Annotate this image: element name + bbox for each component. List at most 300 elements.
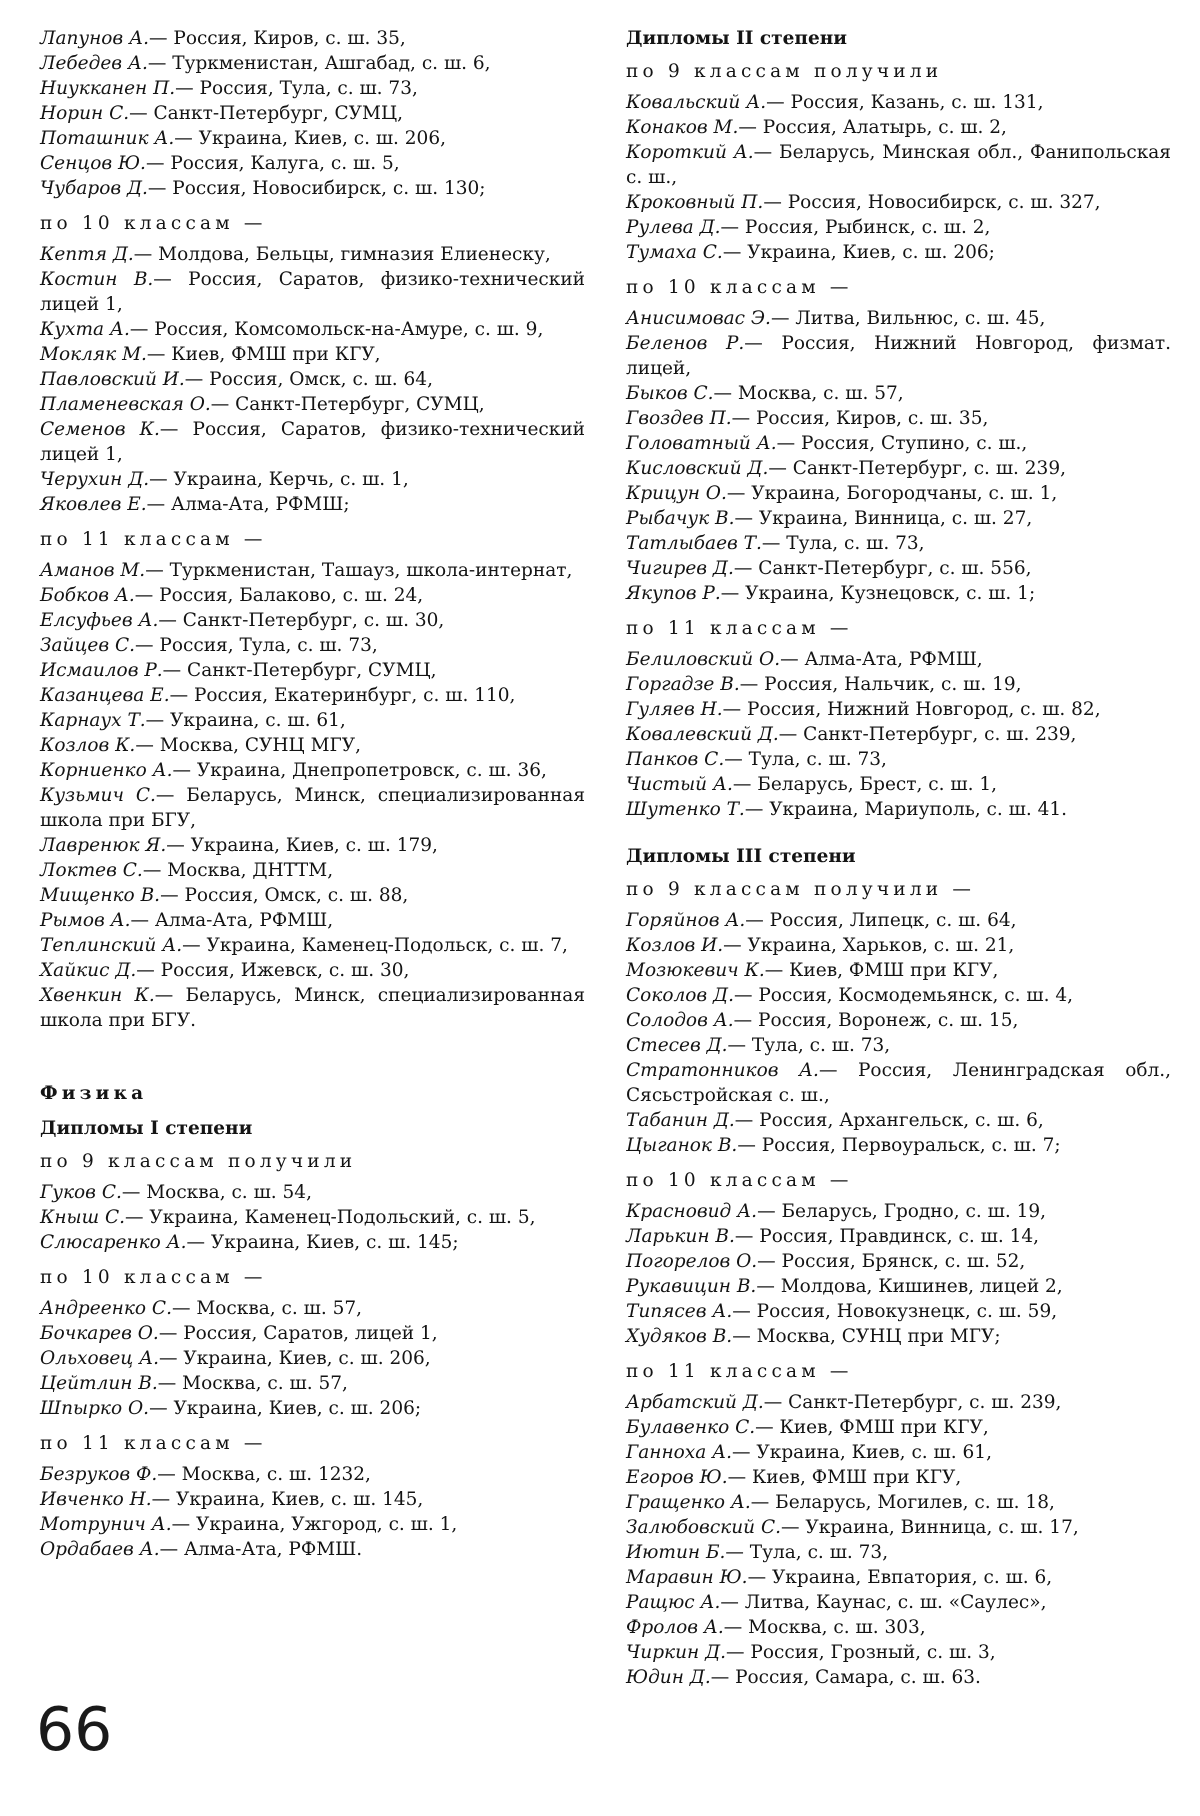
grade-subheading: по 11 классам — xyxy=(40,529,267,550)
winner-entry xyxy=(626,1108,1171,1133)
winner-affiliation: — Санкт-Петербург, с. ш. 30, xyxy=(158,610,445,631)
winner-name: Корниенко А. xyxy=(40,760,173,781)
winner-entry xyxy=(40,933,585,958)
winner-name: Поташник А. xyxy=(40,128,175,149)
winner-name: Бочкарев О. xyxy=(40,1323,159,1344)
winner-entry xyxy=(40,1230,585,1255)
grade-subheading: по 11 классам — xyxy=(626,1361,853,1382)
winner-affiliation: — Санкт-Петербург, с. ш. 239, xyxy=(768,458,1066,479)
winner-entry xyxy=(626,1440,1171,1465)
winner-affiliation: — Россия, Правдинск, с. ш. 14, xyxy=(734,1226,1040,1247)
winner-entry xyxy=(626,381,1171,406)
winner-entry xyxy=(40,958,585,983)
winner-name: Мотрунич А. xyxy=(40,1514,172,1535)
winner-name: Арбатский Д. xyxy=(626,1392,764,1413)
winner-affiliation: — Украина, Кузнецовск, с. ш. 1; xyxy=(720,583,1036,604)
diploma-title: Дипломы I степени xyxy=(40,1118,253,1139)
winner-name: Залюбовский С. xyxy=(626,1517,781,1538)
winner-entry xyxy=(40,658,585,683)
winner-name: Горяйнов А. xyxy=(626,910,746,931)
winner-affiliation: — Украина, Днепропетровск, с. ш. 36, xyxy=(172,760,547,781)
winner-name: Табанин Д. xyxy=(626,1110,735,1131)
winner-entry xyxy=(626,983,1171,1008)
winner-affiliation: — Литва, Каунас, с. ш. «Саулес», xyxy=(720,1592,1047,1613)
winner-name: Шпырко О. xyxy=(40,1398,150,1419)
winner-affiliation: — Россия, Липецк, с. ш. 64, xyxy=(745,910,1017,931)
page-number: 66 xyxy=(36,1695,113,1765)
winner-entry xyxy=(626,306,1171,331)
winner-name: Красновид А. xyxy=(626,1201,758,1222)
winner-name: Конаков М. xyxy=(626,117,739,138)
winner-affiliation: — Туркменистан, Ашгабад, с. ш. 6, xyxy=(147,53,491,74)
winner-affiliation: — Украина, Мариуполь, с. ш. 41. xyxy=(744,799,1068,820)
winner-entry xyxy=(626,1590,1171,1615)
winner-affiliation: — Россия, Балаково, с. ш. 24, xyxy=(134,585,424,606)
winner-entry xyxy=(40,858,585,883)
winner-name: Лавренюк Я. xyxy=(40,835,167,856)
winner-name: Крицун О. xyxy=(626,483,727,504)
winner-entry xyxy=(40,367,585,392)
winner-name: Солодов А. xyxy=(626,1010,734,1031)
winner-affiliation: — Москва, с. ш. 54, xyxy=(121,1182,312,1203)
winner-entry xyxy=(40,1462,585,1487)
winner-name: Чистый А. xyxy=(626,774,733,795)
winner-entry xyxy=(40,392,585,417)
diploma3-winners-list xyxy=(626,877,1171,1690)
winner-affiliation: — Россия, Новосибирск, с. ш. 327, xyxy=(763,192,1101,213)
winner-entry xyxy=(626,1465,1171,1490)
grade-subheading: по 9 классам получили xyxy=(626,61,943,82)
winner-affiliation: — Украина, Винница, с. ш. 27, xyxy=(734,508,1033,529)
winner-entry xyxy=(626,1199,1171,1224)
winner-entry xyxy=(40,908,585,933)
winner-entry xyxy=(40,467,585,492)
winner-affiliation: — Россия, Омск, с. ш. 64, xyxy=(184,369,433,390)
winner-entry xyxy=(40,983,585,1033)
winner-name: Рулева Д. xyxy=(626,217,721,238)
winner-name: Пламеневская О. xyxy=(40,394,211,415)
winner-entry xyxy=(626,1565,1171,1590)
winner-name: Короткий А. xyxy=(626,142,754,163)
winner-entry xyxy=(626,331,1171,381)
winner-entry xyxy=(40,1512,585,1537)
winner-entry xyxy=(626,1299,1171,1324)
grade-subheading: по 9 классам получили xyxy=(40,1151,357,1172)
winner-name: Белиловский О. xyxy=(626,649,781,670)
winner-affiliation: — Украина, Ужгород, с. ш. 1, xyxy=(171,1514,458,1535)
winner-name: Ковальский А. xyxy=(626,92,767,113)
winner-name: Безруков Ф. xyxy=(40,1464,158,1485)
winner-affiliation: — Россия, Калуга, с. ш. 5, xyxy=(145,153,400,174)
winner-affiliation: — Санкт-Петербург, СУМЦ, xyxy=(129,103,403,124)
winner-name: Козлов И. xyxy=(626,935,724,956)
winner-affiliation: — Санкт-Петербург, СУМЦ, xyxy=(210,394,485,415)
winner-entry xyxy=(40,1371,585,1396)
winner-name: Юдин Д. xyxy=(626,1667,711,1688)
winner-affiliation: — Украина, Киев, с. ш. 206, xyxy=(159,1348,431,1369)
winner-affiliation: — Россия, Грозный, с. ш. 3, xyxy=(726,1642,996,1663)
winner-name: Слюсаренко А. xyxy=(40,1232,187,1253)
winner-name: Козлов К. xyxy=(40,735,136,756)
winner-name: Кухта А. xyxy=(40,319,130,340)
winner-affiliation: — Россия, Алатырь, с. ш. 2, xyxy=(738,117,1007,138)
right-column xyxy=(626,26,1171,1690)
winner-affiliation: — Беларусь, Могилев, с. ш. 18, xyxy=(750,1492,1055,1513)
winner-affiliation: — Алма-Ата, РФМШ; xyxy=(146,494,350,515)
winner-name: Ларькин В. xyxy=(626,1226,735,1247)
winner-name: Ольховец А. xyxy=(40,1348,159,1369)
winner-entry xyxy=(626,1249,1171,1274)
winner-name: Локтев С. xyxy=(40,860,143,881)
winner-entry xyxy=(626,215,1171,240)
winner-name: Анисимовас Э. xyxy=(626,308,771,329)
winner-entry xyxy=(40,51,585,76)
winner-name: Кузьмич С. xyxy=(40,785,156,806)
winner-affiliation: — Украина, Киев, с. ш. 145; xyxy=(186,1232,459,1253)
winner-entry xyxy=(626,747,1171,772)
winner-affiliation: — Россия, Киров, с. ш. 35, xyxy=(148,28,406,49)
winner-entry xyxy=(626,1324,1171,1349)
winner-entry xyxy=(626,1415,1171,1440)
winner-name: Рукавицин В. xyxy=(626,1276,757,1297)
winner-entry xyxy=(626,140,1171,190)
winner-name: Цыганок В. xyxy=(626,1135,738,1156)
winner-entry xyxy=(40,608,585,633)
winner-entry xyxy=(40,101,585,126)
winner-entry xyxy=(626,1540,1171,1565)
winner-name: Кроковный П. xyxy=(626,192,764,213)
winner-affiliation: — Украина, Харьков, с. ш. 21, xyxy=(723,935,1015,956)
grade-subheading: по 9 классам получили — xyxy=(626,879,976,900)
winner-name: Фролов А. xyxy=(626,1617,724,1638)
winner-entry xyxy=(626,506,1171,531)
winner-name: Гращенко А. xyxy=(626,1492,751,1513)
winner-affiliation: — Москва, СУНЦ при МГУ; xyxy=(732,1326,1001,1347)
winner-name: Чубаров Д. xyxy=(40,178,148,199)
winner-name: Яковлев Е. xyxy=(40,494,147,515)
winner-entry xyxy=(626,1058,1171,1108)
winner-affiliation: — Украина, с. ш. 61, xyxy=(145,710,346,731)
winner-affiliation: — Россия, Архангельск, с. ш. 6, xyxy=(734,1110,1044,1131)
winner-name: Худяков В. xyxy=(626,1326,733,1347)
winner-name: Маравин Ю. xyxy=(626,1567,748,1588)
left-column xyxy=(40,26,585,1562)
winner-affiliation: — Россия, Комсомольск-на-Амуре, с. ш. 9, xyxy=(129,319,544,340)
winner-entry xyxy=(626,240,1171,265)
winner-name: Норин С. xyxy=(40,103,130,124)
winner-affiliation: — Молдова, Бельцы, гимназия Елиенеску, xyxy=(133,244,551,265)
winner-affiliation: — Беларусь, Минск, специализированная школа при БГУ. xyxy=(40,985,585,1031)
winner-affiliation: — Украина, Киев, с. ш. 206; xyxy=(722,242,995,263)
winner-affiliation: — Беларусь, Минская обл., Фанипольская с. ш., xyxy=(626,142,1171,188)
winner-affiliation: — Беларусь, Гродно, с. ш. 19, xyxy=(757,1201,1047,1222)
winner-affiliation: — Россия, Саратов, лицей 1, xyxy=(158,1323,438,1344)
diploma-title: Дипломы II степени xyxy=(626,28,847,49)
winner-entry xyxy=(40,126,585,151)
winner-entry xyxy=(626,722,1171,747)
winner-name: Ивченко Н. xyxy=(40,1489,152,1510)
winner-entry xyxy=(40,883,585,908)
winner-affiliation: — Украина, Киев, с. ш. 61, xyxy=(732,1442,992,1463)
winner-entry xyxy=(40,26,585,51)
winner-entry xyxy=(40,1537,585,1562)
winner-affiliation: — Россия, Самара, с. ш. 63. xyxy=(710,1667,981,1688)
winner-affiliation: — Киев, ФМШ при КГУ, xyxy=(764,960,999,981)
winner-name: Исмаилов Р. xyxy=(40,660,163,681)
winner-affiliation: — Москва, с. ш. 57, xyxy=(171,1298,363,1319)
winner-affiliation: — Россия, Первоуральск, с. ш. 7; xyxy=(737,1135,1061,1156)
winner-entry xyxy=(626,1665,1171,1690)
winner-affiliation: — Москва, с. ш. 303, xyxy=(723,1617,926,1638)
winner-entry xyxy=(40,683,585,708)
winner-affiliation: — Туркменистан, Ташауз, школа-интернат, xyxy=(145,560,573,581)
winner-name: Якупов Р. xyxy=(626,583,721,604)
winner-name: Мокляк М. xyxy=(40,344,147,365)
winner-name: Елсуфьев А. xyxy=(40,610,159,631)
winner-name: Иютин Б. xyxy=(626,1542,726,1563)
winner-entry xyxy=(626,431,1171,456)
winner-name: Мозюкевич К. xyxy=(626,960,765,981)
winner-name: Ганноха А. xyxy=(626,1442,733,1463)
winner-entry xyxy=(626,697,1171,722)
winner-name: Хайкис Д. xyxy=(40,960,137,981)
grade-subheading: по 10 классам — xyxy=(40,1267,267,1288)
winner-affiliation: — Алма-Ата, РФМШ. xyxy=(159,1539,363,1560)
winner-affiliation: — Москва, с. ш. 57, xyxy=(157,1373,348,1394)
winner-name: Лапунов А. xyxy=(40,28,149,49)
winner-entry xyxy=(40,1205,585,1230)
winner-name: Кныш С. xyxy=(40,1207,126,1228)
winner-affiliation: — Киев, ФМШ при КГУ, xyxy=(146,344,381,365)
winner-name: Татлыбаев Т. xyxy=(626,533,762,554)
winner-name: Рыбачук В. xyxy=(626,508,735,529)
winner-name: Хвенкин К. xyxy=(40,985,155,1006)
winner-affiliation: — Россия, Омск, с. ш. 88, xyxy=(160,885,409,906)
winner-entry xyxy=(40,242,585,267)
winner-entry xyxy=(40,76,585,101)
winner-entry xyxy=(40,176,585,201)
winner-affiliation: — Украина, Евпатория, с. ш. 6, xyxy=(747,1567,1053,1588)
winner-name: Головатный А. xyxy=(626,433,777,454)
grade-subheading: по 10 классам — xyxy=(626,1170,853,1191)
winner-entry xyxy=(40,708,585,733)
winner-affiliation: — Киев, ФМШ при КГУ, xyxy=(727,1467,962,1488)
winner-affiliation: — Россия, Киров, с. ш. 35, xyxy=(731,408,989,429)
winner-affiliation: — Россия, Воронеж, с. ш. 15, xyxy=(733,1010,1019,1031)
winner-affiliation: — Россия, Ижевск, с. ш. 30, xyxy=(136,960,410,981)
winner-entry xyxy=(626,581,1171,606)
winner-entry xyxy=(626,1640,1171,1665)
winner-entry xyxy=(626,1274,1171,1299)
winner-affiliation: — Киев, ФМШ при КГУ, xyxy=(755,1417,989,1438)
winner-name: Стесев Д. xyxy=(626,1035,728,1056)
winner-affiliation: — Украина, Киев, с. ш. 179, xyxy=(166,835,438,856)
winner-entry xyxy=(40,417,585,467)
winner-name: Гуков С. xyxy=(40,1182,122,1203)
winner-name: Соколов Д. xyxy=(626,985,734,1006)
winner-entry xyxy=(626,1008,1171,1033)
winner-entry xyxy=(626,797,1171,822)
winner-entry xyxy=(626,1033,1171,1058)
winner-name: Гвоздев П. xyxy=(626,408,732,429)
winner-affiliation: — Москва, с. ш. 57, xyxy=(713,383,904,404)
winner-entry xyxy=(40,733,585,758)
winner-entry xyxy=(40,151,585,176)
winner-name: Шутенко Т. xyxy=(626,799,745,820)
winner-entry xyxy=(626,190,1171,215)
winner-entry xyxy=(626,1490,1171,1515)
winner-entry xyxy=(40,1487,585,1512)
winner-entry xyxy=(626,90,1171,115)
winner-entry xyxy=(626,1133,1171,1158)
grade-subheading: по 11 классам — xyxy=(626,618,853,639)
winner-entry xyxy=(40,758,585,783)
winner-entry xyxy=(626,481,1171,506)
winner-entry xyxy=(40,1180,585,1205)
winner-entry xyxy=(40,342,585,367)
winner-name: Зайцев С. xyxy=(40,635,136,656)
winner-name: Ращюс А. xyxy=(626,1592,721,1613)
winner-name: Панков С. xyxy=(626,749,725,770)
winner-name: Гуляев Н. xyxy=(626,699,723,720)
winner-entry xyxy=(40,317,585,342)
winner-name: Погорелов О. xyxy=(626,1251,758,1272)
winner-name: Мищенко В. xyxy=(40,885,161,906)
grade-subheading: по 10 классам — xyxy=(40,213,267,234)
diploma2-winners-list xyxy=(626,59,1171,822)
winner-affiliation: — Москва, ДНТТМ, xyxy=(142,860,334,881)
winner-affiliation: — Алма-Ата, РФМШ, xyxy=(780,649,983,670)
winner-entry xyxy=(626,556,1171,581)
winner-affiliation: — Россия, Ленинградская обл., Сясьстройская с. ш., xyxy=(626,1060,1172,1106)
winner-entry xyxy=(40,492,585,517)
winner-entry xyxy=(40,833,585,858)
winner-affiliation: — Россия, Тула, с. ш. 73, xyxy=(135,635,378,656)
winner-entry xyxy=(40,1321,585,1346)
winner-name: Стратонников А. xyxy=(626,1060,819,1081)
winner-affiliation: — Санкт-Петербург, с. ш. 556, xyxy=(733,558,1032,579)
winner-affiliation: — Россия, Нижний Новгород, с. ш. 82, xyxy=(722,699,1101,720)
winner-affiliation: — Тула, с. ш. 73, xyxy=(725,1542,889,1563)
winner-name: Бобков А. xyxy=(40,585,135,606)
winner-name: Рымов А. xyxy=(40,910,131,931)
winner-entry xyxy=(626,115,1171,140)
winner-affiliation: — Россия, Тула, с. ш. 73, xyxy=(175,78,418,99)
winner-affiliation: — Россия, Саратов, физико-технический лицей 1, xyxy=(40,419,586,465)
winner-name: Чигирев Д. xyxy=(626,558,734,579)
winner-affiliation: — Тула, с. ш. 73, xyxy=(761,533,925,554)
winner-entry xyxy=(626,647,1171,672)
winner-name: Быков С. xyxy=(626,383,714,404)
winner-affiliation: — Москва, СУНЦ МГУ, xyxy=(135,735,362,756)
winner-entry xyxy=(626,772,1171,797)
winners-list xyxy=(40,26,585,1033)
winner-entry xyxy=(40,1296,585,1321)
winner-affiliation: — Россия, Екатеринбург, с. ш. 110, xyxy=(169,685,516,706)
winner-entry xyxy=(626,672,1171,697)
winner-entry xyxy=(40,558,585,583)
winner-entry xyxy=(40,783,585,833)
winner-name: Типясев А. xyxy=(626,1301,733,1322)
winner-affiliation: — Украина, Керчь, с. ш. 1, xyxy=(149,469,409,490)
winner-name: Ордабаев А. xyxy=(40,1539,160,1560)
winner-entry xyxy=(626,958,1171,983)
winner-name: Черухин Д. xyxy=(40,469,150,490)
winner-name: Кептя Д. xyxy=(40,244,134,265)
winner-entry xyxy=(40,633,585,658)
winner-affiliation: — Беларусь, Брест, с. ш. 1, xyxy=(732,774,997,795)
winner-entry xyxy=(40,1346,585,1371)
winner-name: Цейтлин В. xyxy=(40,1373,158,1394)
winner-affiliation: — Москва, с. ш. 1232, xyxy=(157,1464,371,1485)
winner-affiliation: — Россия, Саратов, физико-технический лицей 1, xyxy=(40,269,585,315)
winner-name: Аманов М. xyxy=(40,560,146,581)
winner-name: Карнаух Т. xyxy=(40,710,146,731)
winner-entry xyxy=(40,583,585,608)
winner-affiliation: — Украина, Каменец-Подольск, с. ш. 7, xyxy=(182,935,568,956)
winner-affiliation: — Россия, Брянск, с. ш. 52, xyxy=(757,1251,1026,1272)
winner-affiliation: — Алма-Ата, РФМШ, xyxy=(130,910,334,931)
winner-affiliation: — Россия, Ступино, с. ш., xyxy=(776,433,1028,454)
winner-entry xyxy=(40,1396,585,1421)
winner-entry xyxy=(626,1515,1171,1540)
winner-affiliation: — Россия, Нальчик, с. ш. 19, xyxy=(739,674,1022,695)
winner-affiliation: — Украина, Винница, с. ш. 17, xyxy=(780,1517,1079,1538)
winner-name: Лебедев А. xyxy=(40,53,148,74)
winner-name: Чиркин Д. xyxy=(626,1642,727,1663)
winner-affiliation: — Санкт-Петербург, СУМЦ, xyxy=(162,660,437,681)
winner-affiliation: — Россия, Новокузнецк, с. ш. 59, xyxy=(732,1301,1058,1322)
winner-affiliation: — Россия, Новосибирск, с. ш. 130; xyxy=(147,178,486,199)
winner-entry xyxy=(626,531,1171,556)
winner-affiliation: — Санкт-Петербург, с. ш. 239, xyxy=(763,1392,1062,1413)
winner-entry xyxy=(626,933,1171,958)
winner-affiliation: — Россия, Казань, с. ш. 131, xyxy=(766,92,1044,113)
winner-affiliation: — Россия, Космодемьянск, с. ш. 4, xyxy=(733,985,1073,1006)
diploma-title: Дипломы III степени xyxy=(626,846,856,867)
winner-entry xyxy=(626,1615,1171,1640)
winner-entry xyxy=(626,456,1171,481)
winner-affiliation: — Украина, Киев, с. ш. 206; xyxy=(149,1398,422,1419)
winner-affiliation: — Молдова, Кишинев, лицей 2, xyxy=(756,1276,1063,1297)
winner-affiliation: — Украина, Киев, с. ш. 145, xyxy=(151,1489,424,1510)
winner-affiliation: — Тула, с. ш. 73, xyxy=(727,1035,891,1056)
winner-name: Костин В. xyxy=(40,269,154,290)
discipline-title: Физика xyxy=(40,1083,148,1104)
winner-entry xyxy=(626,406,1171,431)
winner-name: Ковалевский Д. xyxy=(626,724,779,745)
winner-entry xyxy=(626,1224,1171,1249)
winner-affiliation: — Санкт-Петербург, с. ш. 239, xyxy=(778,724,1077,745)
winner-affiliation: — Беларусь, Минск, специализированная школа при БГУ, xyxy=(40,785,585,831)
winner-name: Павловский И. xyxy=(40,369,185,390)
winner-name: Семенов К. xyxy=(40,419,160,440)
physics-winners-list xyxy=(40,1149,585,1562)
winner-name: Ниукканен П. xyxy=(40,78,176,99)
winner-name: Беленов Р. xyxy=(626,333,745,354)
winner-name: Кисловский Д. xyxy=(626,458,769,479)
winner-name: Егоров Ю. xyxy=(626,1467,728,1488)
winner-entry xyxy=(626,908,1171,933)
winner-name: Теплинский А. xyxy=(40,935,183,956)
winner-affiliation: — Украина, Киев, с. ш. 206, xyxy=(174,128,446,149)
winner-name: Булавенко С. xyxy=(626,1417,756,1438)
grade-subheading: по 11 классам — xyxy=(40,1433,267,1454)
winner-name: Сенцов Ю. xyxy=(40,153,146,174)
winner-entry xyxy=(40,267,585,317)
grade-subheading: по 10 классам — xyxy=(626,277,853,298)
winner-affiliation: — Россия, Рыбинск, с. ш. 2, xyxy=(720,217,991,238)
